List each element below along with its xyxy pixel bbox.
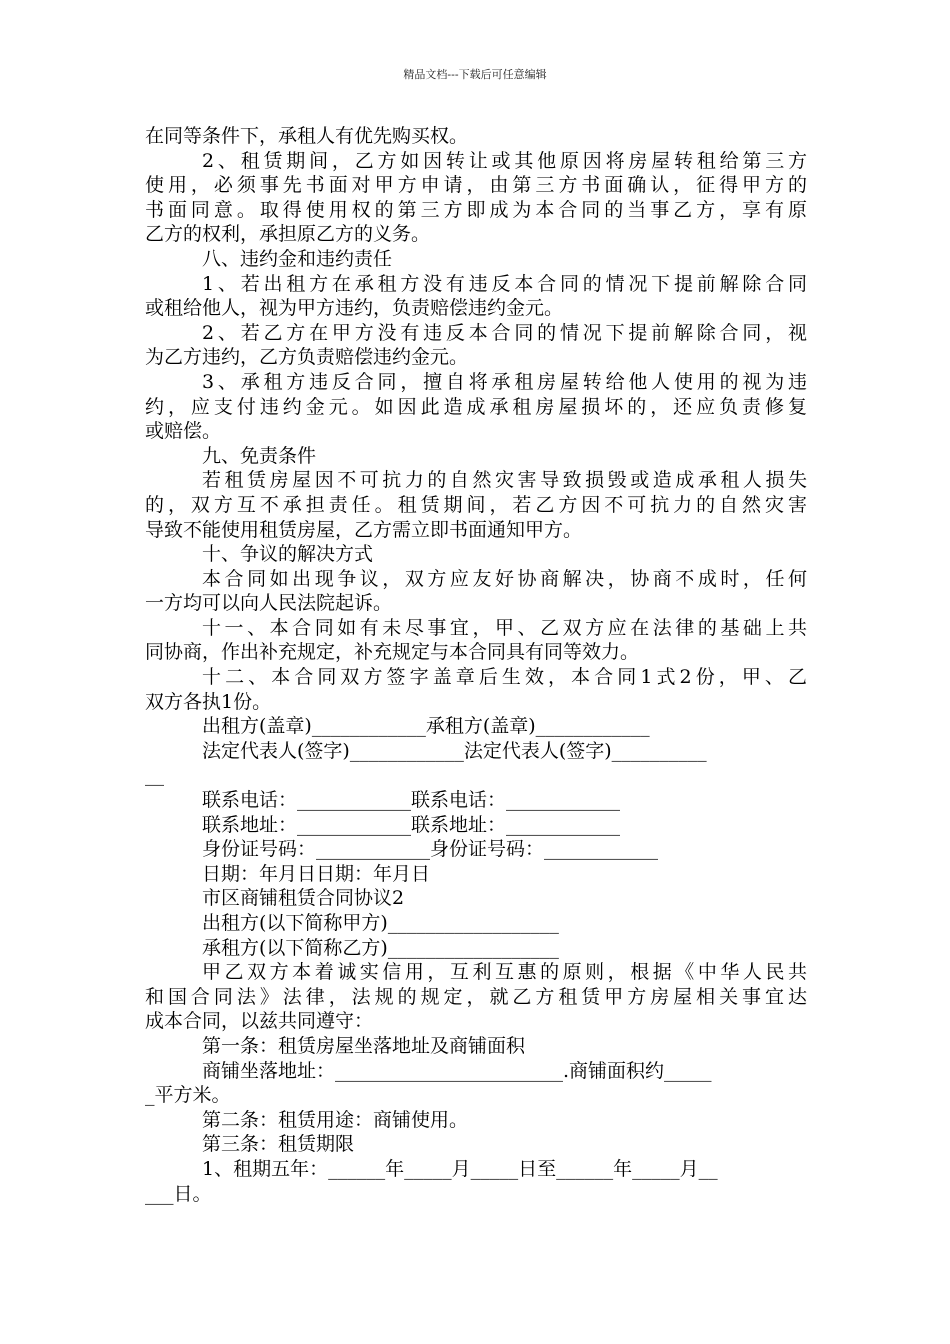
text-line: 商铺坐落地址：________________________.商铺面积约_____ — [202, 1059, 712, 1082]
text-line: 导致不能使用租赁房屋，乙方需立即书面通知甲方。 — [145, 518, 583, 541]
text-line: 1、若出租方在承租方没有违反本合同的情况下提前解除合同 — [202, 272, 807, 295]
text-line: 九、免责条件 — [202, 444, 317, 467]
text-line: 出租方(以下简称甲方)__________________ — [202, 912, 559, 934]
text-line: 为乙方违约，乙方负责赔偿违约金元。 — [145, 346, 469, 369]
text-line: 成本合同，以兹共同遵守： — [145, 1010, 374, 1033]
text-line: ___日。 — [145, 1182, 212, 1205]
text-line: 或租给他人，视为甲方违约，负责赔偿违约金元。 — [145, 297, 564, 320]
text-line: 十一、本合同如有未尽事宜，甲、乙双方应在法律的基础上共 — [202, 616, 807, 639]
text-line: 第三条：租赁期限 — [202, 1133, 355, 1156]
text-line: 身份证号码：____________身份证号码：____________ — [202, 838, 659, 861]
text-line: 约，应支付违约金元。如因此造成承租房屋损坏的，还应负责修复 — [145, 395, 807, 418]
text-line: 在同等条件下，承租人有优先购买权。 — [145, 125, 469, 147]
text-line: 乙方的权利，承担原乙方的义务。 — [145, 223, 431, 246]
text-line: 若租赁房屋因不可抗力的自然灾害导致损毁或造成承租人损失 — [202, 469, 807, 492]
text-line: __ — [145, 764, 164, 787]
text-line: 第一条：租赁房屋坐落地址及商铺面积 — [202, 1034, 526, 1057]
text-line: 甲乙双方本着诚实信用，互利互惠的原则，根据《中华人民共 — [202, 961, 807, 984]
text-line: _平方米。 — [145, 1084, 231, 1107]
text-line: 双方各执1份。 — [145, 690, 272, 713]
text-line: 使用，必须事先书面对甲方申请，由第三方书面确认，征得甲方的 — [145, 174, 807, 197]
text-line: 书面同意。取得使用权的第三方即成为本合同的当事乙方，享有原 — [145, 198, 807, 221]
text-line: 本合同如出现争议，双方应友好协商解决，协商不成时，任何 — [202, 567, 807, 590]
text-line: 3、承租方违反合同，擅自将承租房屋转给他人使用的视为违 — [202, 370, 807, 393]
text-line: 八、违约金和违约责任 — [202, 247, 393, 270]
text-line: 联系地址：____________联系地址：____________ — [202, 813, 621, 836]
text-line: 第二条：租赁用途：商铺使用。 — [202, 1108, 469, 1131]
text-line: 十二、本合同双方签字盖章后生效，本合同1式2份，甲、乙 — [202, 666, 807, 689]
text-line: 市区商铺租赁合同协议2 — [202, 887, 405, 910]
text-line: 2、若乙方在甲方没有违反本合同的情况下提前解除合同，视 — [202, 321, 807, 344]
text-line: 1、租期五年：______年_____月_____日至______年_____月__ — [202, 1157, 718, 1180]
text-line: 2、租赁期间，乙方如因转让或其他原因将房屋转租给第三方 — [202, 149, 807, 172]
text-line: 出租方(盖章)____________承租方(盖章)____________ — [202, 715, 650, 738]
text-line: 或赔偿。 — [145, 420, 222, 443]
document-body — [145, 124, 807, 1206]
page-header: 精品文档---下载后可任意编辑 — [403, 68, 547, 81]
text-line: 和国合同法》法律，法规的规定，就乙方租赁甲方房屋相关事宜达 — [145, 985, 807, 1008]
text-line: 联系电话：____________联系电话：____________ — [202, 789, 621, 812]
text-line: 承租方(以下简称乙方)__________________ — [202, 936, 559, 959]
text-line: 日期：年月日日期：年月日 — [202, 862, 431, 885]
text-line: 的，双方互不承担责任。租赁期间，若乙方因不可抗力的自然灾害 — [145, 493, 807, 516]
text-line: 十、争议的解决方式 — [202, 543, 374, 566]
text-line: 一方均可以向人民法院起诉。 — [145, 592, 393, 615]
text-line: 同协商，作出补充规定，补充规定与本合同具有同等效力。 — [145, 641, 640, 664]
text-line: 法定代表人(签字)____________法定代表人(签字)__________ — [202, 739, 707, 762]
